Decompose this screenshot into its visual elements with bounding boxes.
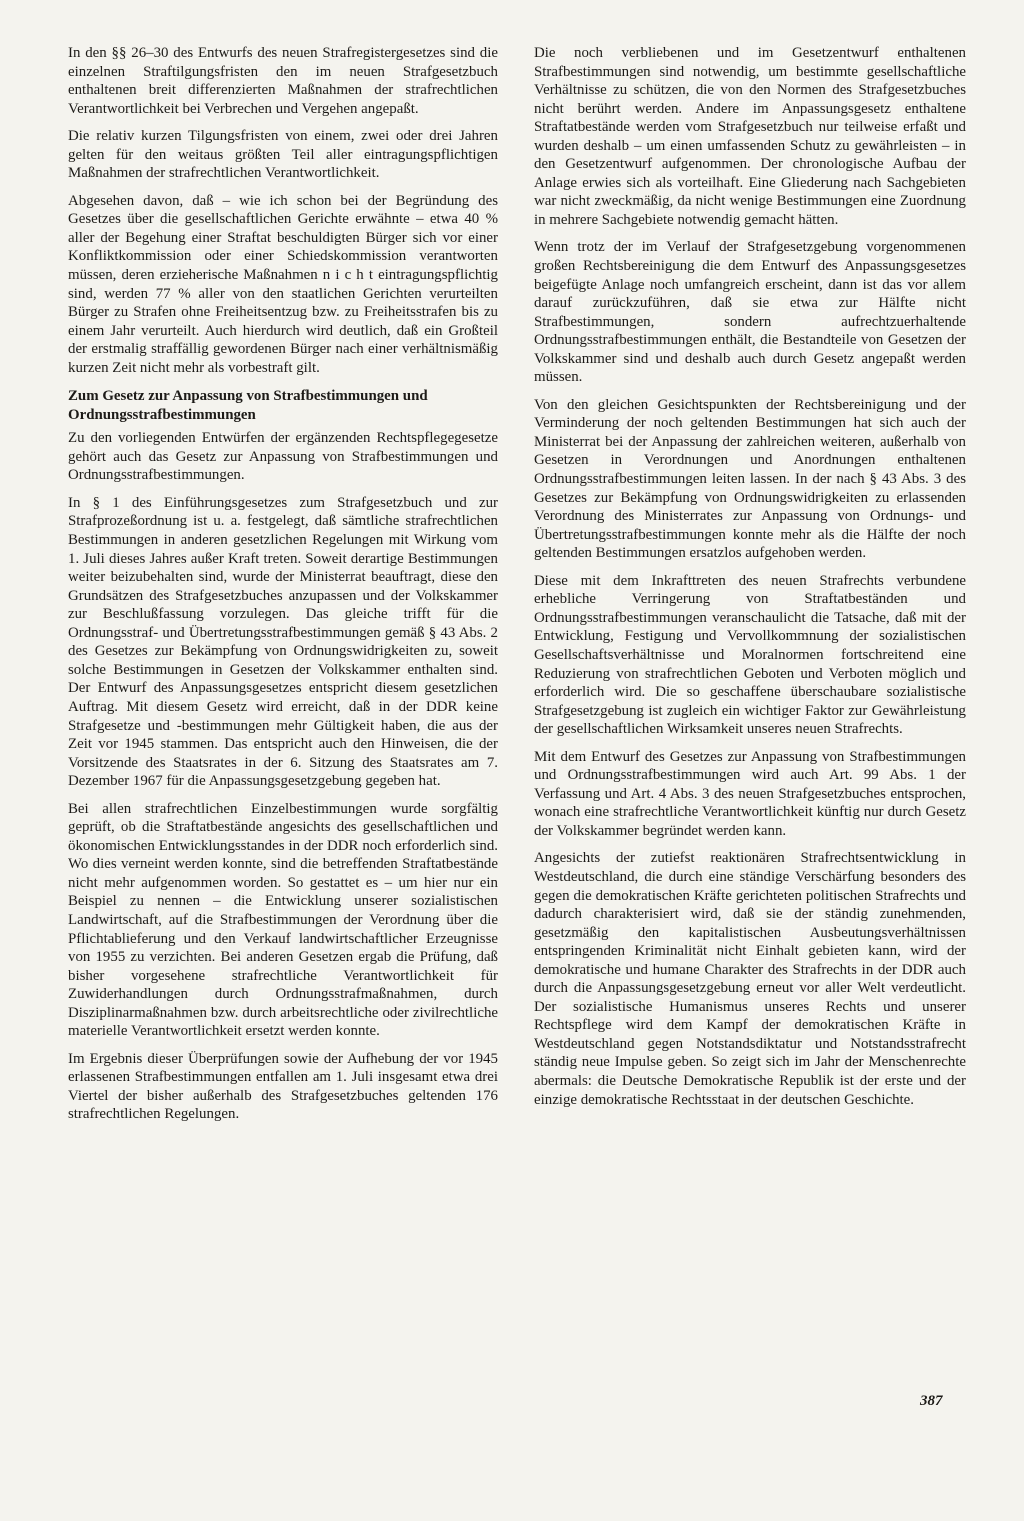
right-paragraph-2: Wenn trotz der im Verlauf der Strafgesetzgebung vorgenommenen großen Rechtsbereinigung die dem Entwurf des Anpassungsgesetzes beigefügte Anlage noch umfangreich erscheint, dann ist das vor allem darauf zurückzuführen, daß sie etwa zur Hälfte nicht Strafbestimmungen, sondern aufrechtzuerhaltende Ordnungsstrafbestimmungen enthält, die Bestandteile von Gesetzen der Volkskammer sind und deshalb auch durch Gesetz angepaßt werden müssen.	[534, 239, 966, 386]
right-paragraph-3: Von den gleichen Gesichtspunkten der Rechtsbereinigung und der Verminderung der noch geltenden Bestimmungen hat sich auch der Ministerrat bei der Anpassung der zahlreichen weiteren, außerhalb von Gesetzen in Verordnungen und Anordnungen enthaltenen Ordnungsstrafbestimmungen leiten lassen. In der nach § 43 Abs. 3 des Gesetzes zur Bekämpfung von Ordnungswidrigkeiten zu erlassenden Verordnung des Ministerrates zur Anpassung von Ordnungs- und Übertretungsstrafbestimmungen konnte mehr als die Hälfte der noch geltenden Bestimmungen ersatzlos aufgehoben werden.	[534, 396, 966, 562]
left-column	[68, 44, 498, 1133]
left-paragraph-2: Die relativ kurzen Tilgungsfristen von einem, zwei oder drei Jahren gelten für den weitaus größten Teil aller eintragungspflichtigen Maßnahmen der strafrechtlichen Verantwortlichkeit.	[68, 128, 498, 182]
left-paragraph-6: Bei allen strafrechtlichen Einzelbestimmungen wurde sorgfältig geprüft, ob die Straftatbestände angesichts des gesellschaftlichen und ökonomischen Entwicklungsstandes in der DDR noch erforderlich sind. Wo dies verneint werden konnte, sind die betreffenden Straftatbestände nicht mehr aufgenommen worden. So gestattet es – um hier nur ein Beispiel zu nennen – die Entwicklung unserer sozialistischen Landwirtschaft, auf die Strafbestimmungen der Verordnung über die Pflichtablieferung und den Verkauf landwirtschaftlicher Erzeugnisse von 1955 zu verzichten. Bei anderen Gesetzen ergab die Prüfung, daß bisher vorgesehene strafrechtliche Verantwortlichkeit für Zuwiderhandlungen durch Ordnungsstrafmaßnahmen, durch Disziplinarmaßnahmen bzw. durch arbeitsrechtliche oder zivilrechtliche materielle Verantwortlichkeit ersetzt werden konnte.	[68, 800, 498, 1040]
right-paragraph-4: Diese mit dem Inkrafttreten des neuen Strafrechts verbundene erhebliche Verringerung von Straftatbeständen und Ordnungsstrafbestimmungen veranschaulicht die Tatsache, daß mit der Entwicklung, Festigung und Vervollkommnung der sozialistischen Gesellschaftsverhältnisse und Moralnormen fortschreitend eine Reduzierung von strafrechtlichen Geboten und Verboten möglich und erforderlich wird. Die so geschaffene überschaubare sozialistische Strafgesetzgebung ist zugleich ein wichtiger Faktor zur Gewährleistung der gesellschaftlichen Wirksamkeit unseres neuen Strafrechts.	[534, 572, 966, 738]
left-paragraph-5: In § 1 des Einführungsgesetzes zum Strafgesetzbuch und zur Strafprozeßordnung ist u. a. festgelegt, daß sämtliche strafrechtlichen Bestimmungen in anderen gesetzlichen Regelungen mit Wirkung vom 1. Juli dieses Jahres außer Kraft treten. Soweit derartige Bestimmungen weiter beizubehalten sind, wurde der Ministerrat beauftragt, diese den Grundsätzen des Strafgesetzbuches anzupassen und der Volkskammer zur Beschlußfassung vorzulegen. Das gleiche trifft für die Ordnungsstraf- und Übertretungsstrafbestimmungen gemäß § 43 Abs. 2 des Gesetzes zur Bekämpfung von Ordnungswidrigkeiten zu, soweit solche Bestimmungen in Gesetzen der Volkskammer enthalten sind. Der Entwurf des Anpassungsgesetzes entspricht diesem gesetzlichen Auftrag. Mit diesem Gesetz wird erreicht, daß in der DDR keine Strafgesetze und -bestimmungen mehr Gültigkeit haben, die aus der Zeit vor 1945 stammen. Das entspricht auch den Hinweisen, die der Vorsitzende des Staatsrates in der 6. Sitzung des Staatsrates am 7. Dezember 1967 für die Anpassungsgesetzgebung gegeben hat.	[68, 494, 498, 790]
left-paragraph-3: Abgesehen davon, daß – wie ich schon bei der Begründung des Gesetzes über die gesellschaftlichen Gerichte erwähnte – etwa 40 % aller der Begehung einer Straftat beschuldigten Bürger sich vor einer Konfliktkommission oder einer Schiedskommission verantworten müssen, deren erzieherische Maßnahmen n i c h t eintragungspflichtig sind, werden 77 % aller von den staatlichen Gerichten verurteilten Bürger zu Strafen ohne Freiheitsentzug bzw. zu Freiheitsstrafen bis zu einem Jahr verurteilt. Auch hierdurch wird deutlich, daß ein Großteil der erstmalig straffällig gewordenen Bürger nach einer verhältnismäßig kurzen Zeit nicht mehr als vorbestraft gilt.	[68, 192, 498, 376]
section-heading: Zum Gesetz zur Anpassung von Strafbestimmungen und Ordnungsstrafbestimmungen	[68, 388, 428, 424]
right-column	[534, 44, 966, 1118]
right-paragraph-6: Angesichts der zutiefst reaktionären Strafrechtsentwicklung in Westdeutschland, die durch eine ständige Verschärfung besonders des gegen die demokratischen Kräfte gerichteten politischen Strafrechts und dadurch charakterisiert wird, daß sie der ständig zunehmenden, gesetzmäßig den kapitalistischen Ausbeutungsverhältnissen entspringenden Kriminalität nicht Einhalt gebieten kann, wird der demokratische und humane Charakter des Strafrechts in der DDR auch durch die Anpassungsgesetzgebung erneut vor aller Welt verdeutlicht. Der sozialistische Humanismus unseres Rechts und unserer Rechtspflege wird dem Kampf der demokratischen Kräfte in Westdeutschland gegen Notstandsdiktatur und Notstandsstrafrecht ständig neue Impulse geben. So zeigt sich im Jahr der Menschenrechte abermals: die Deutsche Demokratische Republik ist der erste und der einzige demokratische Rechtsstaat in der deutschen Geschichte.	[534, 850, 966, 1108]
left-paragraph-4: Zu den vorliegenden Entwürfen der ergänzenden Rechtspflegegesetze gehört auch das Gesetz zur Anpassung von Strafbestimmungen und Ordnungsstrafbestimmungen.	[68, 430, 498, 484]
right-paragraph-1: Die noch verbliebenen und im Gesetzentwurf enthaltenen Strafbestimmungen sind notwendig, um bestimmte gesellschaftliche Verhältnisse zu schützen, die von den Normen des Strafgesetzbuches nicht berührt werden. Andere im Anpassungsgesetz enthaltene Straftatbestände werden vom Strafgesetzbuch nur teilweise erfaßt und wurden deshalb – um einen umfassenden Schutz zu gewährleisten – in den Gesetzentwurf aufgenommen. Der chronologische Aufbau der Anlage erwies sich als vorteilhaft. Eine Gliederung nach Sachgebieten war nicht zweckmäßig, da nicht wenige Bestimmungen eine Zuordnung in mehrere Sachgebiete notwendig gemacht hätten.	[534, 45, 966, 228]
left-paragraph-1: In den §§ 26–30 des Entwurfs des neuen Strafregistergesetzes sind die einzelnen Straftilgungsfristen den im neuen Strafgesetzbuch enthaltenen breit differenzierten Maßnahmen der strafrechtlichen Verantwortlichkeit bei Verbrechen und Vergehen angepaßt.	[68, 45, 498, 117]
left-paragraph-7: Im Ergebnis dieser Überprüfungen sowie der Aufhebung der vor 1945 erlassenen Strafbestimmungen entfallen am 1. Juli insgesamt etwa drei Viertel der bisher außerhalb des Strafgesetzbuches geltenden 176 strafrechtlichen Regelungen.	[68, 1050, 498, 1123]
right-paragraph-5: Mit dem Entwurf des Gesetzes zur Anpassung von Strafbestimmungen und Ordnungsstrafbestimmungen wird auch Art. 99 Abs. 1 der Verfassung und Art. 4 Abs. 3 des neuen Strafgesetzbuches entsprochen, wonach eine strafrechtliche Verantwortlichkeit künftig nur durch Gesetz der Volkskammer begründet werden kann.	[534, 748, 966, 839]
page-number: 387	[920, 1393, 943, 1409]
